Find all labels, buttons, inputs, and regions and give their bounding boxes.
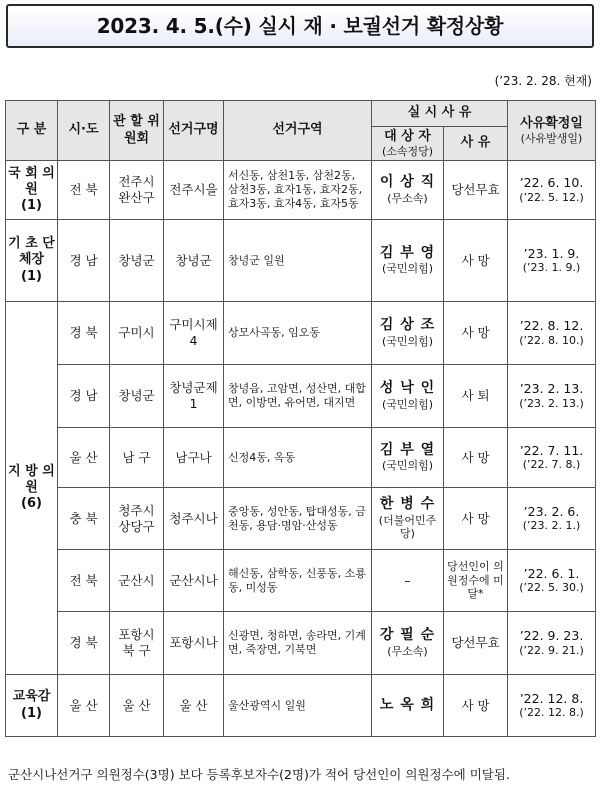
district-cell: 구미시제4: [164, 302, 224, 365]
person-cell: [372, 365, 444, 428]
header-target-sub: (소속정당): [381, 144, 434, 158]
table-row: [6, 302, 596, 365]
sido-cell: 전 북: [58, 161, 110, 220]
district-cell: 군산시나: [164, 550, 224, 612]
person-name: 강 필 순: [379, 627, 436, 644]
occur-date: (’22. 12. 8.): [519, 706, 584, 720]
person-name: –: [404, 572, 411, 588]
reason-cell: 당선무효: [444, 161, 508, 220]
header-target: [372, 127, 444, 161]
occur-date: (’22. 5. 12.): [519, 190, 584, 204]
sido-cell: 경 남: [58, 220, 110, 302]
person-party: (국민의힘): [381, 397, 434, 411]
occur-date: (’22. 8. 10.): [519, 333, 584, 347]
category-count: (6): [21, 496, 42, 512]
date-cell: [508, 220, 596, 302]
category-count: (1): [21, 705, 42, 721]
committee-cell: 군산시: [110, 550, 164, 612]
committee-cell: 포항시 북 구: [110, 612, 164, 675]
district-cell: 창녕군제1: [164, 365, 224, 428]
area-cell: 창녕읍, 고암면, 성산면, 대합면, 이방면, 유어면, 대지면: [224, 365, 372, 428]
district-cell: 전주시을: [164, 161, 224, 220]
person-party: (무소속): [387, 191, 428, 205]
header-reason: 사 유: [444, 127, 508, 161]
sido-cell: 충 북: [58, 488, 110, 550]
date-cell: [508, 488, 596, 550]
election-table: [5, 100, 596, 737]
person-party: (더불어민주당): [378, 513, 437, 541]
date-cell: [508, 612, 596, 675]
category-count: (1): [21, 268, 42, 284]
table-row: [6, 612, 596, 675]
confirm-date: ’23. 2. 6.: [523, 503, 580, 519]
person-party: (국민의힘): [381, 334, 434, 348]
area-cell: 창녕군 일원: [224, 220, 372, 302]
committee-cell: 남 구: [110, 428, 164, 488]
date-cell: [508, 161, 596, 220]
district-cell: 울 산: [164, 675, 224, 737]
district-cell: 남구나: [164, 428, 224, 488]
confirm-date: ’22. 6. 1.: [523, 565, 580, 581]
header-district-name: 선거구명: [164, 101, 224, 161]
area-cell: 신광면, 청하면, 송라면, 기계면, 죽장면, 기북면: [224, 612, 372, 675]
person-cell: [372, 612, 444, 675]
sido-cell: 전 북: [58, 550, 110, 612]
occur-date: (’22. 7. 8.): [522, 458, 581, 472]
district-cell: 포항시나: [164, 612, 224, 675]
header-district-area: 선거구역: [224, 101, 372, 161]
category-count: (1): [21, 198, 42, 214]
occur-date: (’22. 5. 30.): [519, 581, 584, 595]
table-row: [6, 675, 596, 737]
person-cell: [372, 488, 444, 550]
as-of-date: (’23. 2. 28. 현재): [494, 74, 592, 88]
committee-cell: 전주시 완산구: [110, 161, 164, 220]
area-cell: 상모사곡동, 임오동: [224, 302, 372, 365]
confirm-date: ’23. 1. 9.: [523, 245, 580, 261]
header-date: [508, 101, 596, 161]
committee-cell: 구미시: [110, 302, 164, 365]
reason-cell: 사 망: [444, 675, 508, 737]
date-cell: [508, 428, 596, 488]
person-cell: [372, 161, 444, 220]
occur-date: (’23. 2. 13.): [519, 396, 584, 410]
category-label: 기 초 단체장: [8, 236, 55, 268]
person-name: 노 옥 희: [379, 696, 436, 713]
person-name: 한 병 수: [379, 496, 436, 512]
area-cell: 신정4동, 옥동: [224, 428, 372, 488]
committee-cell: 청주시 상당구: [110, 488, 164, 550]
confirm-date: ’23. 2. 13.: [519, 381, 584, 397]
confirm-date: ’22. 7. 11.: [519, 442, 584, 458]
district-cell: 청주시나: [164, 488, 224, 550]
sido-cell: 경 북: [58, 612, 110, 675]
table-row: [6, 428, 596, 488]
header-sido: 시·도: [58, 101, 110, 161]
person-party: (국민의힘): [381, 459, 434, 473]
category-cell: [6, 302, 58, 675]
category-cell: [6, 161, 58, 220]
date-cell: [508, 675, 596, 737]
person-cell: [372, 220, 444, 302]
header-confirm-date: 사유확정일: [520, 115, 583, 131]
person-party: (국민의힘): [381, 262, 434, 276]
header-target-label: 대 상 자: [384, 128, 431, 144]
table-row: [6, 365, 596, 428]
confirm-date: ’22. 8. 12.: [519, 318, 584, 334]
table-row: [6, 220, 596, 302]
table-row: [6, 161, 596, 220]
committee-cell: 창녕군: [110, 220, 164, 302]
date-cell: [508, 302, 596, 365]
table-row: [6, 488, 596, 550]
person-cell: [372, 675, 444, 737]
person-party: (무소속): [387, 644, 428, 658]
person-name: 김 부 영: [379, 244, 436, 261]
date-cell: [508, 550, 596, 612]
header-committee: 관 할 위원회: [110, 101, 164, 161]
reason-cell: 사 망: [444, 220, 508, 302]
area-cell: 해신동, 삼학동, 신풍동, 소룡동, 미성동: [224, 550, 372, 612]
category-label: 교육감: [12, 689, 51, 705]
category-label: 지 방 의 원: [8, 463, 55, 495]
person-cell: [372, 302, 444, 365]
date-cell: [508, 365, 596, 428]
sido-cell: 경 남: [58, 365, 110, 428]
person-name: 김 상 조: [379, 317, 436, 334]
occur-date: (’22. 9. 21.): [519, 643, 584, 657]
person-name: 성 낙 인: [379, 380, 436, 397]
reason-cell: 당선무효: [444, 612, 508, 675]
confirm-date: ’22. 9. 23.: [519, 628, 584, 644]
sido-cell: 경 북: [58, 302, 110, 365]
area-cell: 서신동, 삼천1동, 삼천2동, 삼천3동, 효자1동, 효자2동, 효자3동, 효자4동, 효자5동: [224, 161, 372, 220]
category-cell: [6, 220, 58, 302]
header-occur-date: (사유발생일): [520, 131, 583, 145]
committee-cell: 창녕군: [110, 365, 164, 428]
confirm-date: ’22. 12. 8.: [519, 690, 584, 706]
reason-cell: 사 퇴: [444, 365, 508, 428]
confirm-date: ’22. 6. 10.: [519, 175, 584, 191]
sido-cell: 울 산: [58, 675, 110, 737]
committee-cell: 울 산: [110, 675, 164, 737]
person-cell: [372, 428, 444, 488]
category-label: 국 회 의 원: [8, 165, 55, 197]
header-reason-group: 실 시 사 유: [372, 101, 508, 127]
sido-cell: 울 산: [58, 428, 110, 488]
district-cell: 창녕군: [164, 220, 224, 302]
reason-cell: 당선인이 의원정수에 미달*: [444, 550, 508, 612]
person-name: 김 부 열: [379, 441, 436, 458]
occur-date: (’23. 1. 9.): [522, 261, 581, 275]
reason-cell: 사 망: [444, 302, 508, 365]
reason-cell: 사 망: [444, 428, 508, 488]
area-cell: 중앙동, 성안동, 탑대성동, 금천동, 용담·명암·산성동: [224, 488, 372, 550]
table-row: [6, 550, 596, 612]
occur-date: (’23. 2. 1.): [522, 519, 581, 533]
reason-cell: 사 망: [444, 488, 508, 550]
footnote: 군산시나선거구 의원정수(3명) 보다 등록후보자수(2명)가 적어 당선인이 의원정수에 미달됨.: [8, 767, 510, 782]
area-cell: 울산광역시 일원: [224, 675, 372, 737]
page-title: 2023. 4. 5.(수) 실시 재 · 보궐선거 확정상황: [96, 14, 504, 38]
person-name: 이 상 직: [379, 174, 436, 191]
category-cell: [6, 675, 58, 737]
person-cell: [372, 550, 444, 612]
title-bar: [6, 4, 594, 48]
header-category: 구 분: [6, 101, 58, 161]
